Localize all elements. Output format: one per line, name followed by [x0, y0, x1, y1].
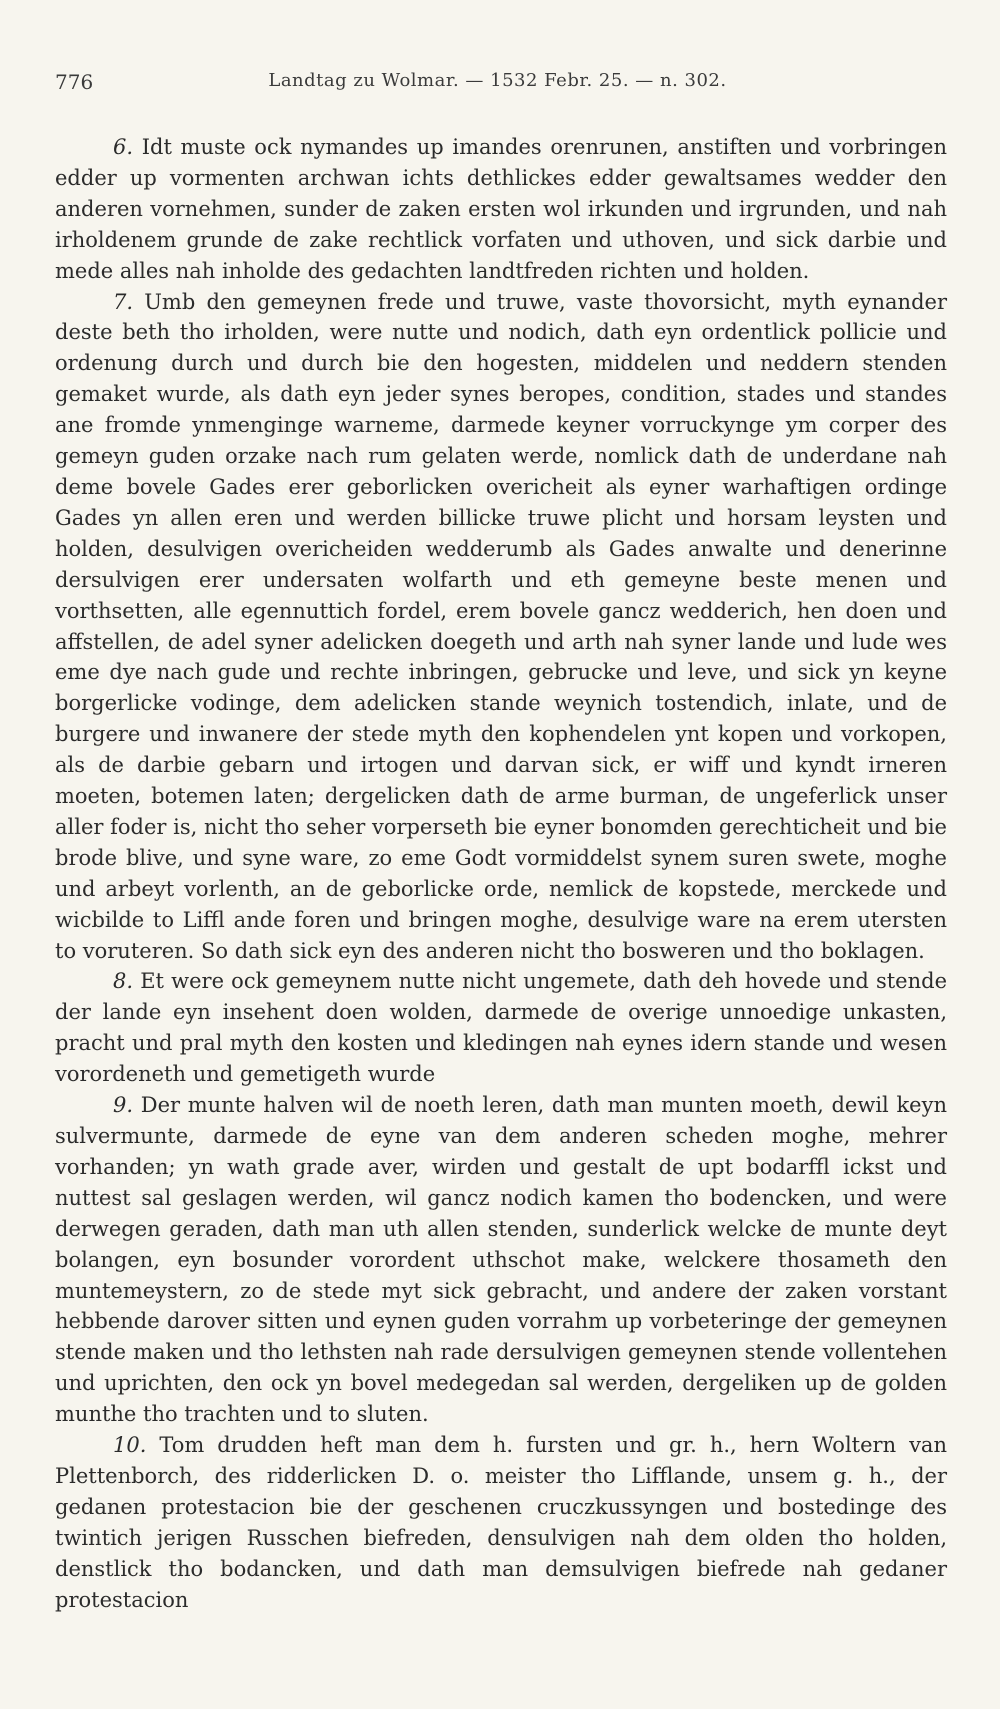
paragraph-number: 6. [113, 135, 134, 159]
page-number: 776 [55, 70, 94, 94]
paragraph-number: 7. [113, 289, 134, 314]
paragraph-8 [55, 966, 947, 1090]
paragraph-number: 10. [113, 1433, 147, 1458]
paragraph-text: Tom drudden heft man dem h. fursten und gr. h., hern Woltern van Plettenborch, des ridderlicken D. o. meister tho Lifflande, unsem g. h., der gedanen protestacion bie der geschenen cruczkussyngen und bostedinge des twintich jerigen Russchen biefreden, densulvigen nah dem olden tho holden, denstlick tho bodancken, und dath man demsulvigen biefrede nah gedaner protestacion [55, 1433, 947, 1612]
paragraph-9 [55, 1090, 947, 1430]
paragraph-7 [55, 287, 947, 967]
paragraph-number: 9. [113, 1093, 134, 1118]
paragraph-text: Idt muste ock nymandes up imandes orenrunen, anstiften und vorbringen edder up vormenten archwan ichts dethlickes edder gewaltsames wedder den anderen vornehmen, sunder de zaken ersten wol irkunden und irgrunden, und nah irholdenem grunde de zake rechtlick vorfaten und uthoven, und sick darbie und mede alles nah inholde des gedachten landtfreden richten und holden. [55, 135, 947, 283]
body-text [55, 132, 947, 1616]
paragraph-number: 8. [113, 969, 134, 994]
paragraph-text: Et were ock gemeynem nutte nicht ungemete, dath deh hovede und stende der lande eyn insehent doen wolden, darmede de overige unnoedige unkasten, pracht und pral myth den kosten und kledingen nah eynes idern stande und wesen vorordeneth und gemetigeth wurde [55, 969, 947, 1087]
paragraph-6 [55, 132, 947, 287]
paragraph-text: Der munte halven wil de noeth leren, dath man munten moeth, dewil keyn sulvermunte, darmede de eyne van dem anderen scheden moghe, mehrer vorhanden; yn wath grade aver, wirden und gestalt de upt bodarffl ickst und nuttest sal geslagen werden, wil gancz nodich kamen tho bodencken, und were derwegen geraden, dath man uth allen stenden, sunderlick welcke de munte deyt bolangen, eyn bosunder vorordent uthschot make, welckere thosameth den muntemeystern, zo de stede myt sick gebracht, und andere der zaken vorstant hebbende darover sitten und eynen guden vorrahm up vorbeteringe der gemeynen stende maken und tho lethsten nah rade dersulvigen gemeynen stende vollentehen und uprichten, den ock yn bovel medegedan sal werden, dergeliken up de golden munthe tho trachten und to sluten. [55, 1093, 947, 1427]
running-head: Landtag zu Wolmar. — 1532 Febr. 25. — n. 302. [268, 70, 727, 91]
paragraph-text: Umb den gemeynen frede und truwe, vaste thovorsicht, myth eynander deste beth tho irholden, were nutte und nodich, dath eyn ordentlick pollicie und ordenung durch und durch bie den hogesten, middelen und neddern stenden gemaket wurde, als dath eyn jeder synes beropes, condition, stades und standes ane fromde ynmenginge warneme, darmede keyner vorruckynge ym corper des gemeyn guden orzake nach rum gelaten werde, nomlick dath de underdane nah deme bovele Gades erer geborlicken overicheit als eyner warhaftigen ordinge Gades yn allen eren und werden billicke truwe plicht und horsam leysten und holden, desulvigen overicheiden wedderumb als Gades anwalte und denerinne dersulvigen erer undersaten wolfarth und eth gemeyne beste menen und vorthsetten, alle egennuttich fordel, erem bovele gancz wedderich, hen doen und affstellen, de adel syner adelicken doegeth und arth nah syner lande und lude wes eme dye nach gude und rechte inbringen, gebrucke und leve, und sick yn keyne borgerlicke vodinge, dem adelicken stande weynich tostendich, inlate, und de burgere und inwanere der stede myth den kophendelen ynt kopen und vorkopen, als de darbie gebarn und irtogen und darvan sick, er wiff und kyndt irneren moeten, botemen laten; dergelicken dath de arme burman, de ungeferlick unser aller foder is, nicht tho seher vorperseth bie eyner bonomden gerechticheit und bie brode blive, und syne ware, zo eme Godt vormiddelst synem suren swete, moghe und arbeyt vorlenth, an de geborlicke orde, nemlick de kopstede, merckede und wicbilde to Liffl ande foren und bringen moghe, desulvige ware na erem utersten to voruteren. So dath sick eyn des anderen nicht tho bosweren und tho boklagen. [55, 289, 947, 963]
paragraph-10 [55, 1430, 947, 1615]
